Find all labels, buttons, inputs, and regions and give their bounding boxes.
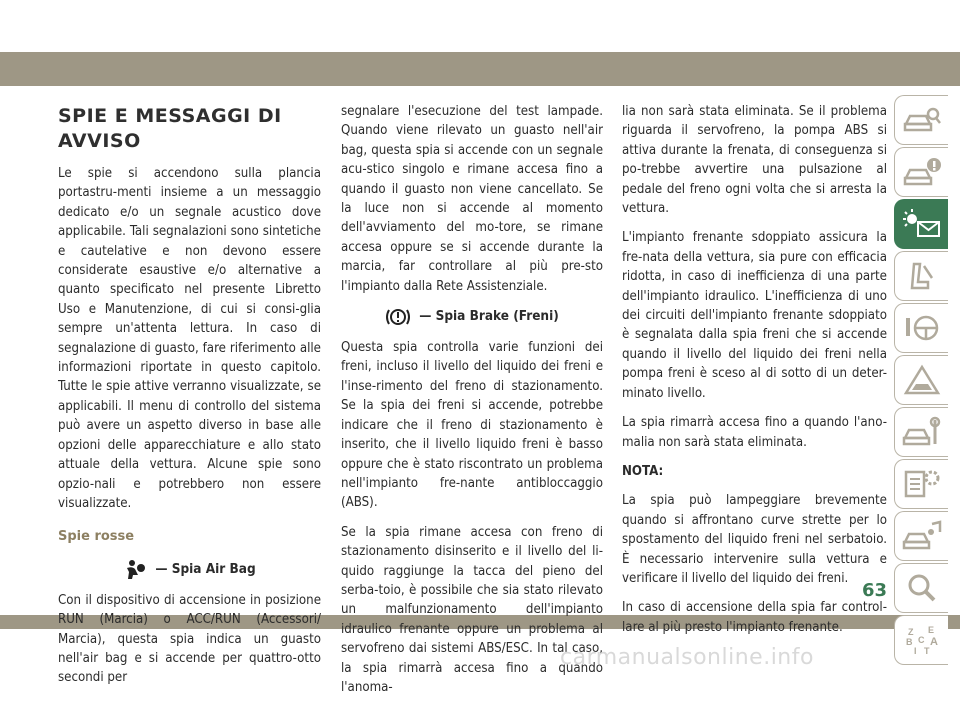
alphabet-index-icon: [902, 624, 942, 656]
svg-text:E: E: [927, 625, 934, 635]
svg-text:T: T: [923, 646, 929, 656]
svg-text:I: I: [913, 646, 917, 656]
chapter-tabs: [894, 95, 948, 667]
header-band: [0, 52, 960, 86]
car-info-icon: [902, 156, 942, 188]
column-2: [341, 102, 603, 707]
note-paragraph: La spia può lampeggiare brevemente quando si affrontano curve strette per lo spostamento del liquido freni nel serbatoio. È necessario intervenire sulla vettura e verificare il livello del liquido dei freni.: [622, 493, 887, 586]
brake-heading: [341, 306, 603, 328]
airbag-warning-icon: [123, 559, 147, 581]
tab-driving[interactable]: [894, 303, 948, 353]
multimedia-icon: [902, 520, 942, 552]
col2-paragraph-2: Questa spia controlla varie funzioni dei freni, incluso il livello del liquido dei freni e l'inse-rimento del freno di stazionamento. Se la spia dei freni si accende, potrebbe indicare che il freno di stazionamento è inserito, che il livello liquido freni è basso oppure che è stato riscontrato un problema nell'impianto fre-nante antibloccaggio (ABS).: [341, 340, 603, 511]
col2-paragraph-1: segnalare l'esecuzione del test lampade. Quando viene rilevato un guasto nell'air bag, questa spia si accende con un segnale acu-stico singolo e rimane accesa fino a quando il guasto non viene cancellato. Se la luce non si accende al momento dell'avviamento del mo-tore, se rimane accesa oppure se si accende durante la marcia, far controllare al più pre-sto l'impianto dalla Rete Assistenziale.: [341, 104, 603, 294]
col3-paragraph-1: lia non sarà stata eliminata. Se il problema riguarda il servofreno, la pompa ABS si attiva durante la frenata, di conseguenza si po-trebbe avvertire una pulsazione al pedale del freno ogni volta che si arresta la vettura.: [622, 104, 887, 217]
col2-paragraph-3: Se la spia rimane accesa con freno di stazionamento disinserito e il livello del li-quido raggiunge la tacca del pieno del serba-toio, è possibile che sia stato rilevato un malfunzionamento dell'impianto idraulico frenante oppure un problema al servofreno dai sistemi ABS/ESC. In tal caso, la spia rimarrà accesa fino a quando l'anoma-: [341, 524, 603, 695]
svg-text:B: B: [905, 637, 912, 647]
tab-servicing[interactable]: [894, 407, 948, 457]
tab-index-search[interactable]: [894, 563, 948, 613]
section-title: [58, 104, 321, 154]
svg-text:C: C: [917, 635, 924, 645]
car-wrench-icon: [902, 416, 942, 448]
tab-emergency[interactable]: [894, 355, 948, 405]
tab-car-info[interactable]: [894, 147, 948, 197]
seat-airbag-icon: [902, 260, 942, 292]
car-search-icon: [902, 104, 942, 136]
title-line-1: SPIE E MESSAGGI DI: [58, 105, 282, 127]
title-line-2: AVVISO: [58, 130, 141, 152]
tab-safety[interactable]: [894, 251, 948, 301]
tab-car-search[interactable]: [894, 95, 948, 145]
steering-wheel-icon: [902, 312, 942, 344]
brake-heading-text: — Spia Brake (Freni): [419, 308, 559, 325]
index-search-icon: [902, 572, 942, 604]
subsection-heading: Spie rosse: [58, 529, 135, 545]
svg-text:A: A: [929, 636, 938, 648]
svg-text:Z: Z: [907, 627, 913, 637]
watermark-text: carmanualsonline.info: [560, 645, 814, 670]
airbag-heading-text: — Spia Air Bag: [155, 561, 256, 578]
brake-warning-icon: [385, 306, 411, 328]
note-label: NOTA:: [622, 463, 664, 479]
column-3: [622, 102, 887, 647]
tab-specifications[interactable]: [894, 459, 948, 509]
tab-warning-lights[interactable]: [894, 199, 948, 249]
tab-multimedia[interactable]: [894, 511, 948, 561]
tab-alphabetical-index[interactable]: [894, 615, 948, 665]
warning-light-message-icon: [902, 208, 942, 240]
airbag-paragraph: Con il dispositivo di accensione in posizione RUN (Marcia) o ACC/RUN (Accessori/ Marcia), questa spia indica un guasto nell'air bag e si accende per quattro-otto secondi per: [58, 592, 321, 686]
col3-paragraph-4: In caso di accensione della spia far control-lare al più presto l'impianto frenante.: [622, 600, 887, 635]
roadside-warning-icon: [902, 364, 942, 396]
intro-paragraph: Le spie si accendono sulla plancia portastru-menti insieme a un messaggio dedicato e/o un segnale acustico dove applicabile. Tali segnalazioni sono sintetiche e cautelative e non devono essere considerate esaustive e/o alternative a quanto specificato nel presente Libretto Uso e Manutenzione, di cui si consi-glia sempre un'attenta lettura. In caso di segnalazione di guasto, fare riferimento alle informazioni riportate in questo capitolo. Tutte le spie attive verranno visualizzate, se applicabili. Il menu di controllo del sistema può avere un aspetto diverso in base alle opzioni delle apparecchiature e allo stato attuale della vettura. Alcune spie sono opzio-nali e potrebbero non essere visualizzate.: [58, 166, 321, 511]
page-number: 63: [862, 580, 888, 601]
col3-paragraph-2: L'impianto frenante sdoppiato assicura la fre-nata della vettura, sia pure con efficacia ridotta, in caso di inefficienza di una parte dell'impianto idraulico. L'inefficienza di uno dei circuiti dell'impianto frenante sdoppiato è segnalata dalla spia freni che si accende quando il livello del liquido dei freni nella pompa freni è sceso al di sotto di un deter-minato livello.: [622, 230, 887, 401]
airbag-heading: [58, 559, 321, 581]
col3-paragraph-3: La spia rimarrà accesa fino a quando l'ano-malia non sarà stata eliminata.: [622, 415, 887, 450]
column-1: [58, 100, 321, 698]
specifications-gear-icon: [902, 468, 942, 500]
